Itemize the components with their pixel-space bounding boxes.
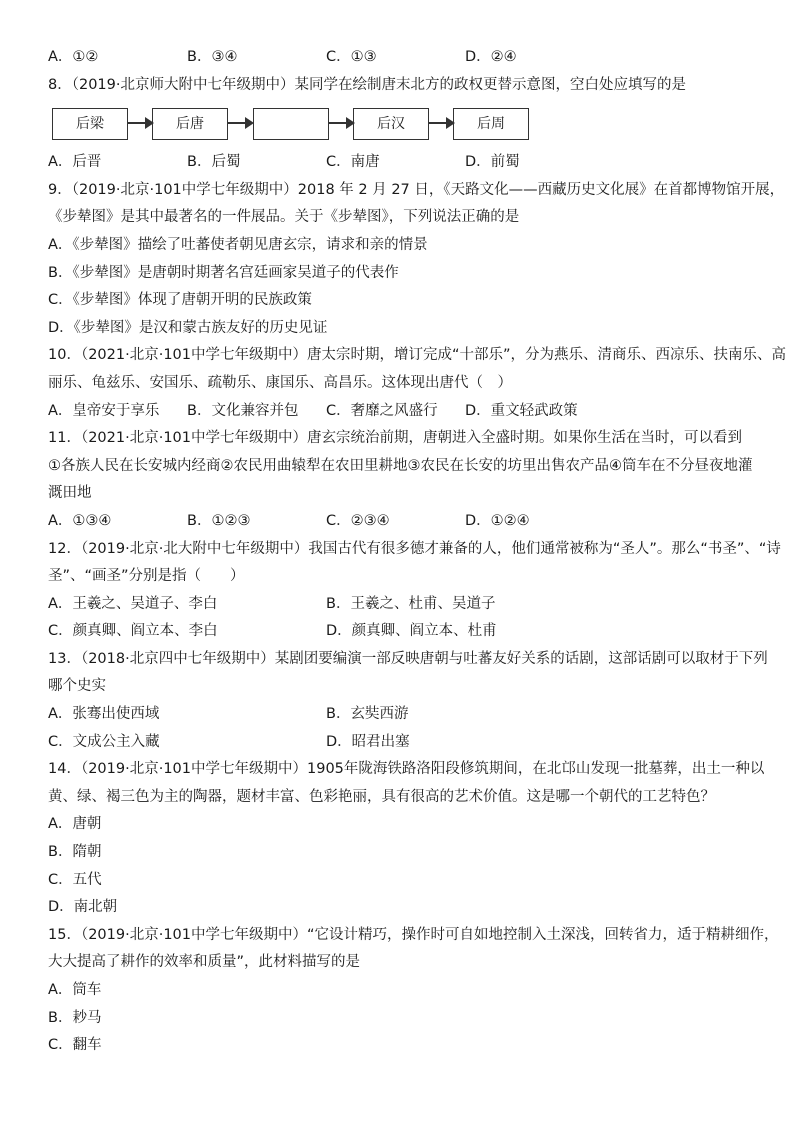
option-c: C．①③ bbox=[326, 49, 377, 65]
q8-stem: 8．（2019·北京师大附中七年级期中）某同学在绘制唐末北方的政权更替示意图，空白处应填写的是 bbox=[48, 76, 686, 93]
option-a: A．皇帝安于享乐 bbox=[48, 402, 160, 419]
q12-stem: 12．（2019·北京·北大附中七年级期中）我国古代有很多德才兼备的人，他们通常被称为“圣人”。那么“书圣”、“诗 bbox=[48, 540, 781, 557]
option-c: C．颜真卿、阎立本、李白 bbox=[48, 623, 218, 640]
q14-stem: 黄、绿、褐三色为主的陶器，题材丰富、色彩艳丽，具有很高的艺术价值。这是哪一个朝代的工艺特色？ bbox=[48, 788, 715, 805]
option-d: D．颜真卿、阎立本、杜甫 bbox=[326, 623, 497, 640]
q13-stem: 13．（2018·北京四中七年级期中）某剧团要编演一部反映唐朝与吐蕃友好关系的话剧，这部话剧可以取材于下列 bbox=[48, 650, 768, 667]
q11-stem: 溉田地 bbox=[48, 485, 92, 502]
option-d: D．前蜀 bbox=[465, 154, 520, 171]
option-c: C．翻车 bbox=[48, 1037, 102, 1054]
q12-options-cd bbox=[48, 618, 758, 646]
option-a: A．筒车 bbox=[48, 982, 102, 998]
option-d: D．②④ bbox=[465, 49, 517, 65]
option-c: C．南唐 bbox=[326, 154, 380, 171]
q10-stem: 丽乐、龟兹乐、安国乐、疏勒乐、康国乐、高昌乐。这体现出唐代（ ） bbox=[48, 374, 512, 391]
option-b: B．玄奘西游 bbox=[326, 706, 409, 723]
option-d: D．《步辇图》是汉和蒙古族友好的历史见证 bbox=[48, 319, 328, 336]
option-b: B．①②③ bbox=[187, 512, 251, 529]
option-a: A．后晋 bbox=[48, 154, 102, 171]
q15-stem: 15．（2019·北京·101中学七年级期中）“它设计精巧，操作时可自如地控制入土深浅，回转省力，适于精耕细作， bbox=[48, 926, 779, 943]
option-a: A．唐朝 bbox=[48, 816, 102, 833]
q9-stem: 《步辇图》是其中最著名的一件展品。关于《步辇图》，下列说法正确的是 bbox=[48, 209, 520, 226]
option-b: B．耖马 bbox=[48, 1009, 102, 1026]
option-b: B．③④ bbox=[187, 49, 238, 65]
q13-options-cd bbox=[48, 729, 758, 757]
exam-page bbox=[48, 44, 787, 1060]
flow-box-2: 后唐 bbox=[152, 108, 228, 140]
option-c: C．奢靡之风盛行 bbox=[326, 402, 438, 419]
q12-stem: 圣”、“画圣”分别是指（ ） bbox=[48, 568, 245, 585]
option-d: D．重文轻武政策 bbox=[465, 402, 578, 419]
q13-stem: 哪个史实 bbox=[48, 678, 106, 695]
q10-options bbox=[48, 398, 758, 426]
option-c: C．五代 bbox=[48, 871, 102, 888]
q13-options-ab bbox=[48, 701, 758, 729]
option-d: D．昭君出塞 bbox=[326, 733, 410, 750]
q7-options bbox=[48, 44, 758, 72]
option-d: D．南北朝 bbox=[48, 899, 118, 916]
q10-stem: 10．（2021·北京·101中学七年级期中）唐太宗时期，增订完成“十部乐”，分为燕乐、清商乐、西凉乐、扶南乐、高 bbox=[48, 347, 787, 364]
q14-stem: 14．（2019·北京·101中学七年级期中）1905年陇海铁路洛阳段修筑期间，在北邙山发现一批墓葬，出土一种以 bbox=[48, 761, 765, 778]
option-a: A．①② bbox=[48, 49, 99, 65]
q15-stem: 大大提高了耕作的效率和质量”，此材料描写的是 bbox=[48, 954, 361, 971]
option-b: B．王羲之、杜甫、吴道子 bbox=[326, 595, 496, 612]
q8-options bbox=[48, 149, 758, 177]
option-c: C．②③④ bbox=[326, 512, 390, 529]
flow-arrow bbox=[128, 122, 152, 124]
option-b: B．《步辇图》是唐朝时期著名宫廷画家吴道子的代表作 bbox=[48, 264, 399, 281]
q12-options-ab bbox=[48, 591, 758, 619]
q11-options bbox=[48, 508, 758, 536]
flow-box-1: 后梁 bbox=[52, 108, 128, 140]
option-b: B．后蜀 bbox=[187, 154, 241, 171]
flow-box-4: 后汉 bbox=[353, 108, 429, 140]
q9-stem: 9．（2019·北京·101中学七年级期中）2018 年 2 月 27 日，《天路文化——西藏历史文化展》在首都博物馆开展， bbox=[48, 181, 785, 198]
flow-arrow bbox=[329, 122, 353, 124]
option-a: A．①③④ bbox=[48, 512, 112, 529]
q11-stem: ①各族人民在长安城内经商②农民用曲辕犁在农田里耕地③农民在长安的坊里出售农产品④筒车在不分昼夜地灌 bbox=[48, 457, 753, 474]
option-a: A．张骞出使西域 bbox=[48, 706, 160, 723]
flow-box-blank bbox=[253, 108, 329, 140]
q11-stem: 11．（2021·北京·101中学七年级期中）唐玄宗统治前期，唐朝进入全盛时期。如果你生活在当时，可以看到 bbox=[48, 430, 742, 447]
q8-flow-diagram bbox=[48, 99, 758, 149]
option-c: C．文成公主入藏 bbox=[48, 733, 160, 750]
flow-arrow bbox=[429, 122, 453, 124]
option-d: D．①②④ bbox=[465, 512, 530, 529]
flow-arrow bbox=[228, 122, 252, 124]
option-b: B．隋朝 bbox=[48, 844, 102, 861]
flow-box-5: 后周 bbox=[453, 108, 529, 140]
option-c: C．《步辇图》体现了唐朝开明的民族政策 bbox=[48, 292, 312, 309]
option-a: A．《步辇图》描绘了吐蕃使者朝见唐玄宗，请求和亲的情景 bbox=[48, 236, 428, 253]
option-b: B．文化兼容并包 bbox=[187, 402, 299, 419]
option-a: A．王羲之、吴道子、李白 bbox=[48, 595, 218, 612]
